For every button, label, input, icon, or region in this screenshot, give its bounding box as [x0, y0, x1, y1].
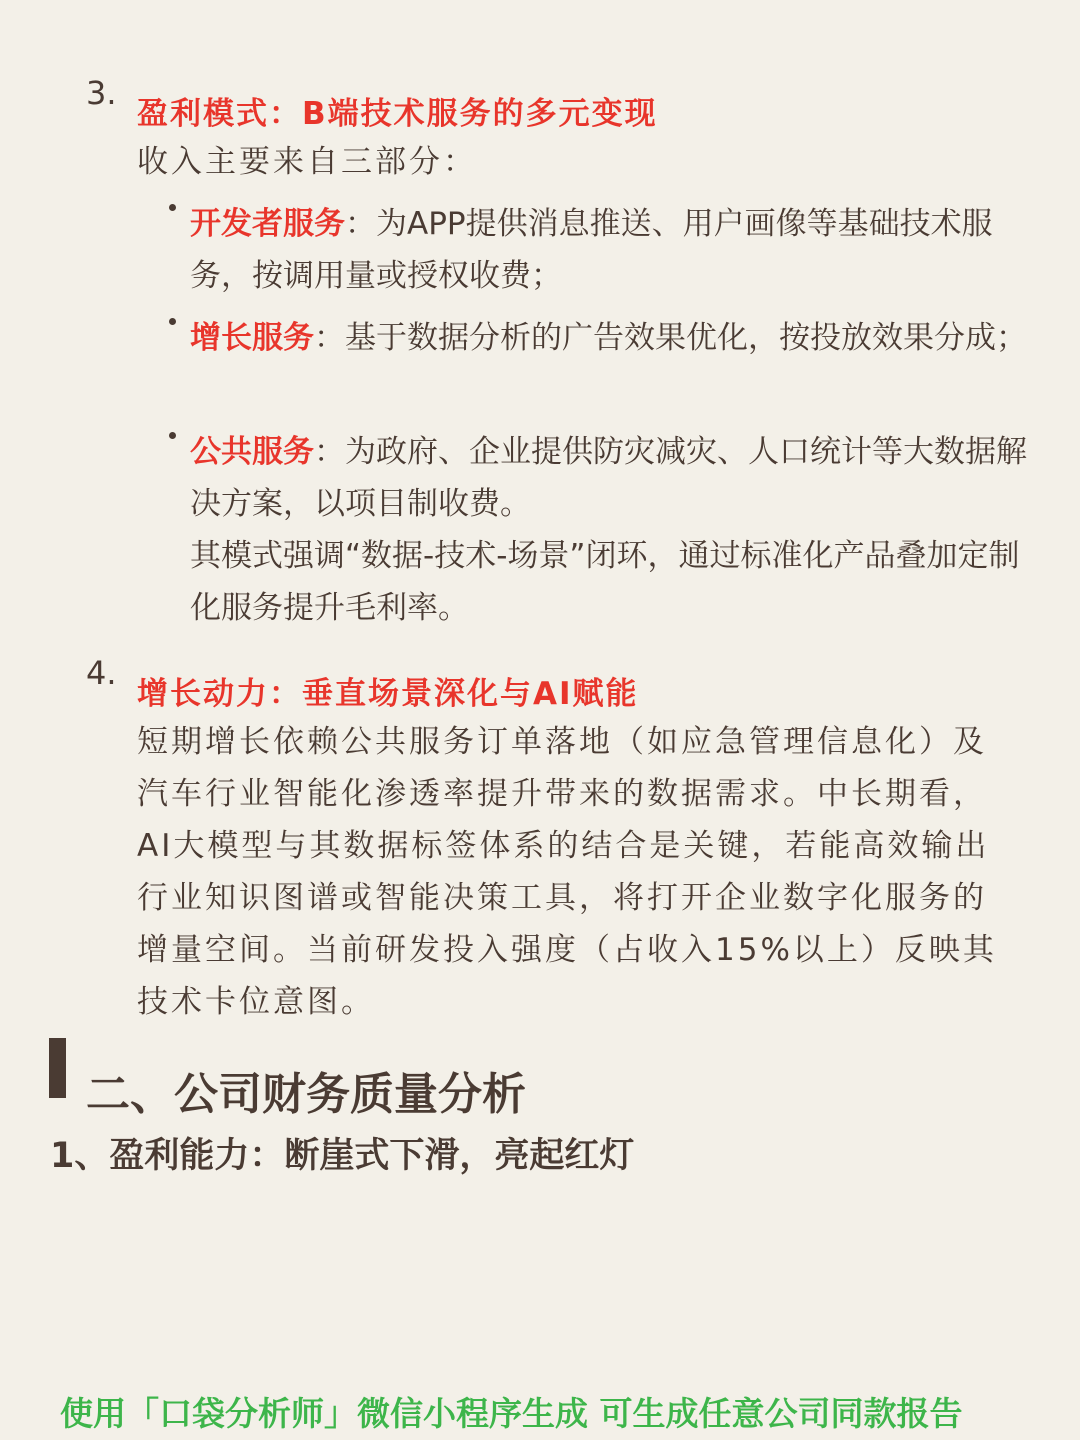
item-4-number: 4. [86, 654, 117, 692]
bullet-developer-services [190, 198, 1035, 302]
item-4-paragraph: 短期增长依赖公共服务订单落地（如应急管理信息化）及汽车行业智能化渗透率提升带来的数据需求。中长期看，AI大模型与其数据标签体系的结合是关键，若能高效输出行业知识图谱或智能决策工具，将打开企业数字化服务的增量空间。当前研发投入强度（占收入15%以上）反映其技术卡位意图。 [137, 724, 997, 1020]
section-title: 二、公司财务质量分析 [86, 1069, 526, 1120]
bullet-public-services [190, 426, 1035, 530]
section-marker-bar [49, 1038, 66, 1098]
footer-promo-text: 使用「口袋分析师」微信小程序生成 可生成任意公司同款报告 [60, 1394, 963, 1433]
item-3-closing: 其模式强调“数据-技术-场景”闭环，通过标准化产品叠加定制化服务提升毛利率。 [190, 538, 1020, 626]
bullet-dot [169, 432, 176, 439]
bullet-desc: ：基于数据分析的广告效果优化，按投放效果分成； [314, 320, 1027, 356]
bullet-growth-services [190, 312, 1035, 364]
bullet-dot [169, 318, 176, 325]
bullet-dot [169, 204, 176, 211]
section-subtitle: 1、盈利能力：断崖式下滑，亮起红灯 [50, 1136, 635, 1176]
bullet-term: 开发者服务 [190, 206, 345, 242]
bullet-desc: ：为政府、企业提供防灾减灾、人口统计等大数据解决方案，以项目制收费。 [190, 434, 1027, 522]
bullet-desc: ：为APP提供消息推送、用户画像等基础技术服务，按调用量或授权收费； [190, 206, 993, 294]
item-3-heading: 盈利模式：B端技术服务的多元变现 [137, 96, 658, 132]
bullet-term: 公共服务 [190, 434, 314, 470]
item-3-number: 3. [86, 74, 117, 112]
item-4-heading: 增长动力：垂直场景深化与AI赋能 [137, 676, 639, 712]
item-3-intro: 收入主要来自三部分： [137, 144, 477, 180]
bullet-term: 增长服务 [190, 320, 314, 356]
